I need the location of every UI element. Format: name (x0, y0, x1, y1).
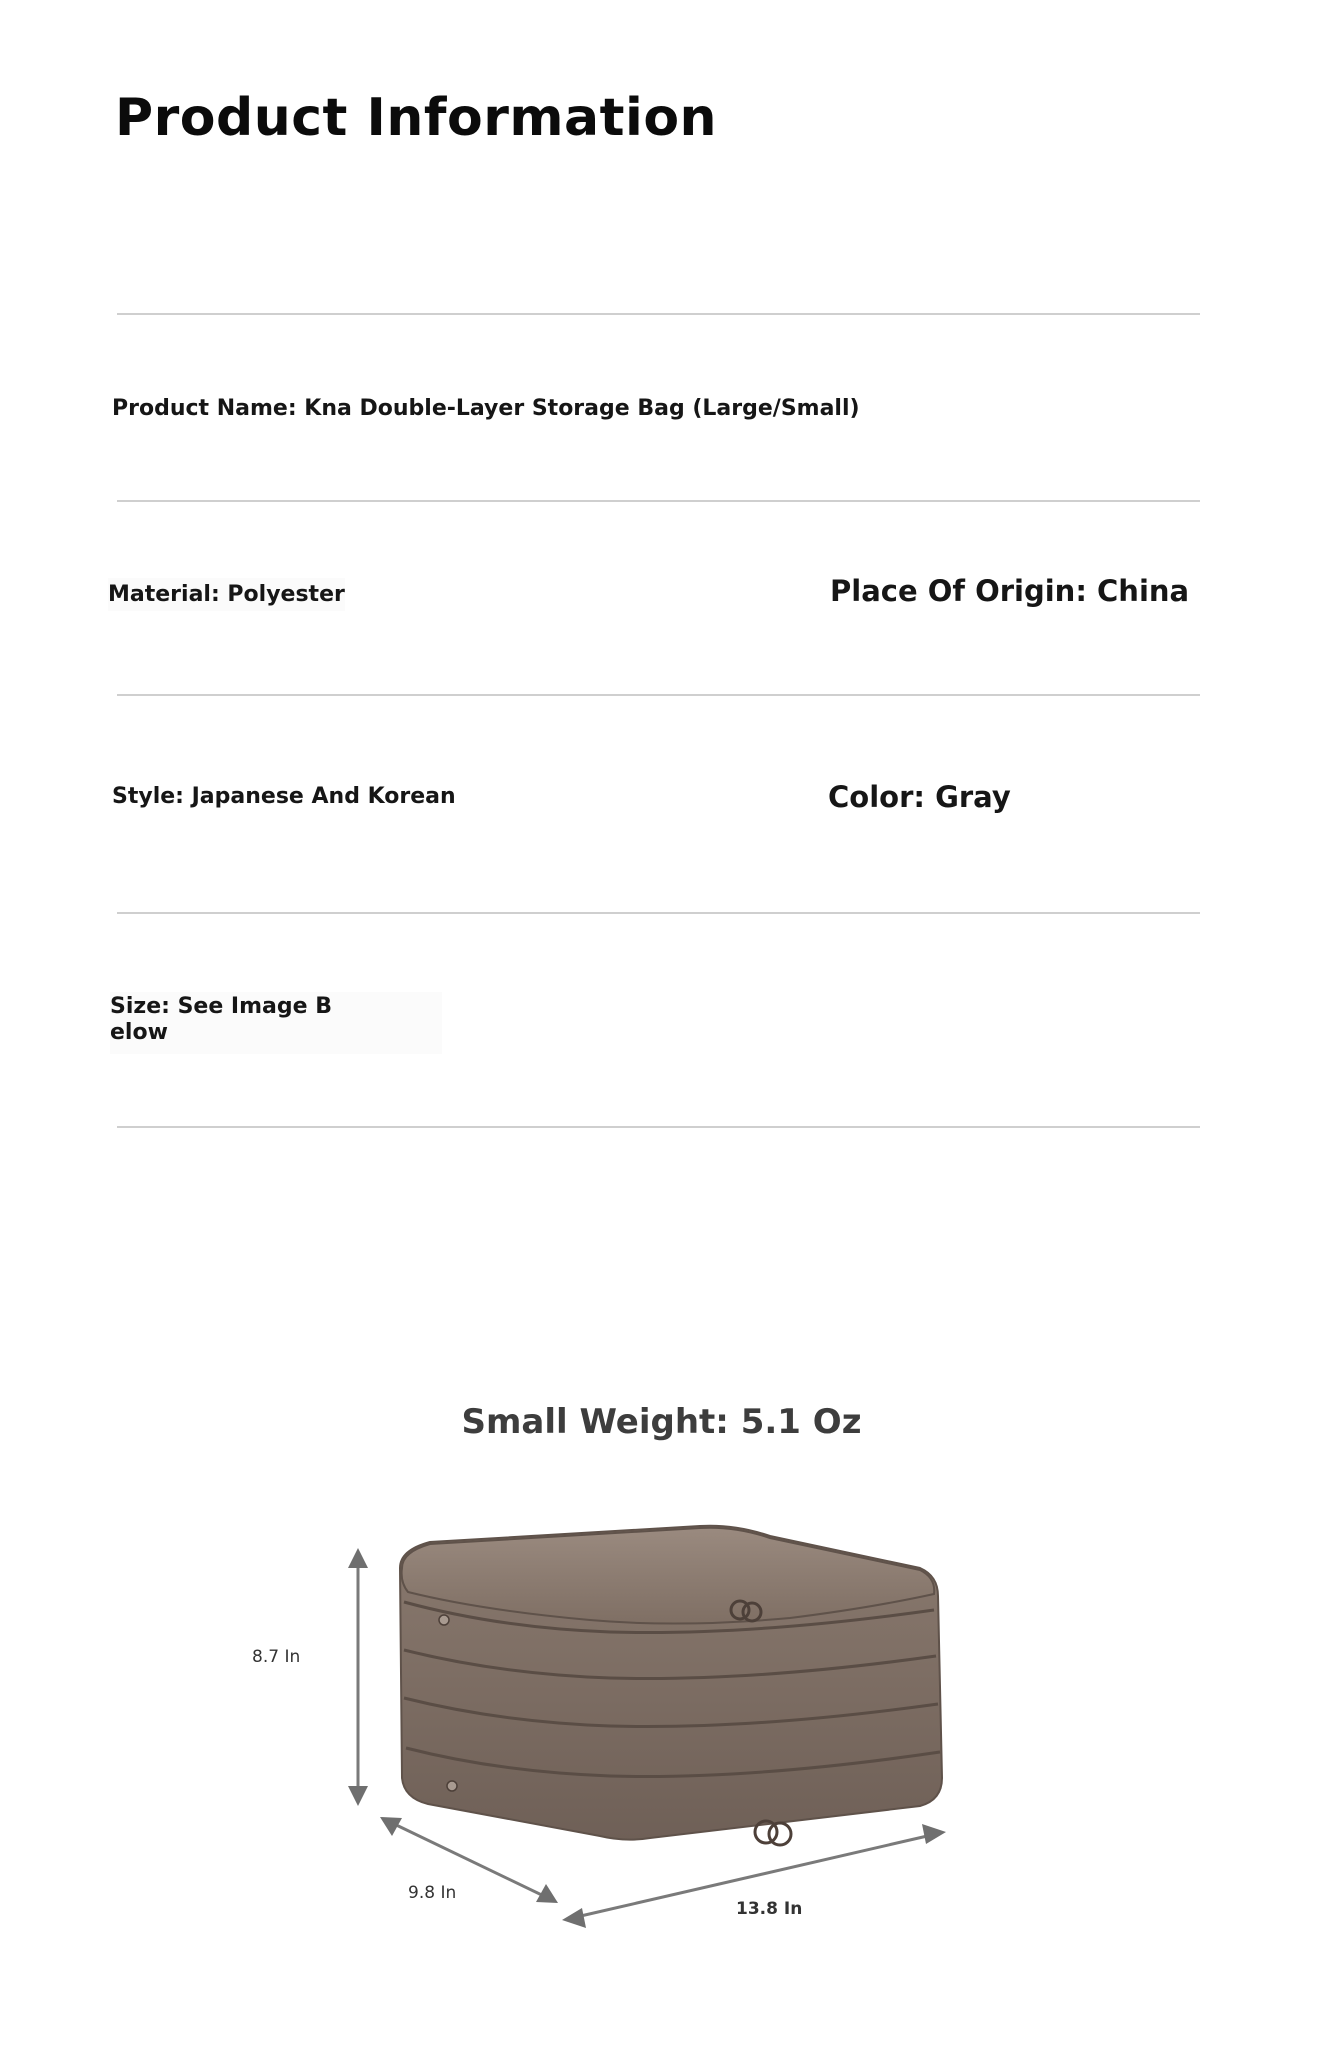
storage-bag-illustration (230, 1460, 990, 1980)
divider-4 (117, 912, 1200, 914)
spec-size-line-1: Size: See Image B (110, 994, 332, 1019)
spec-product-name: Product Name: Kna Double-Layer Storage Bag (Large/Small) (112, 396, 860, 421)
spec-place-of-origin: Place Of Origin: China (830, 574, 1190, 608)
size-chart-title: Small Weight: 5.1 Oz (461, 1402, 862, 1442)
divider-5 (117, 1126, 1200, 1128)
spec-style: Style: Japanese And Korean (112, 784, 456, 809)
spec-material: Material: Polyester (108, 578, 345, 611)
height-label: 8.7 In (252, 1647, 301, 1667)
divider-3 (117, 694, 1200, 696)
depth-label: 9.8 In (408, 1883, 457, 1903)
width-label: 13.8 In (736, 1899, 803, 1919)
divider-2 (117, 500, 1200, 502)
size-diagram (230, 1460, 990, 1980)
spec-size-line-2: elow (110, 1020, 168, 1045)
divider-1 (117, 313, 1200, 315)
page-title: Product Information (115, 88, 718, 148)
spec-size (110, 992, 442, 1054)
spec-color: Color: Gray (828, 780, 1011, 814)
